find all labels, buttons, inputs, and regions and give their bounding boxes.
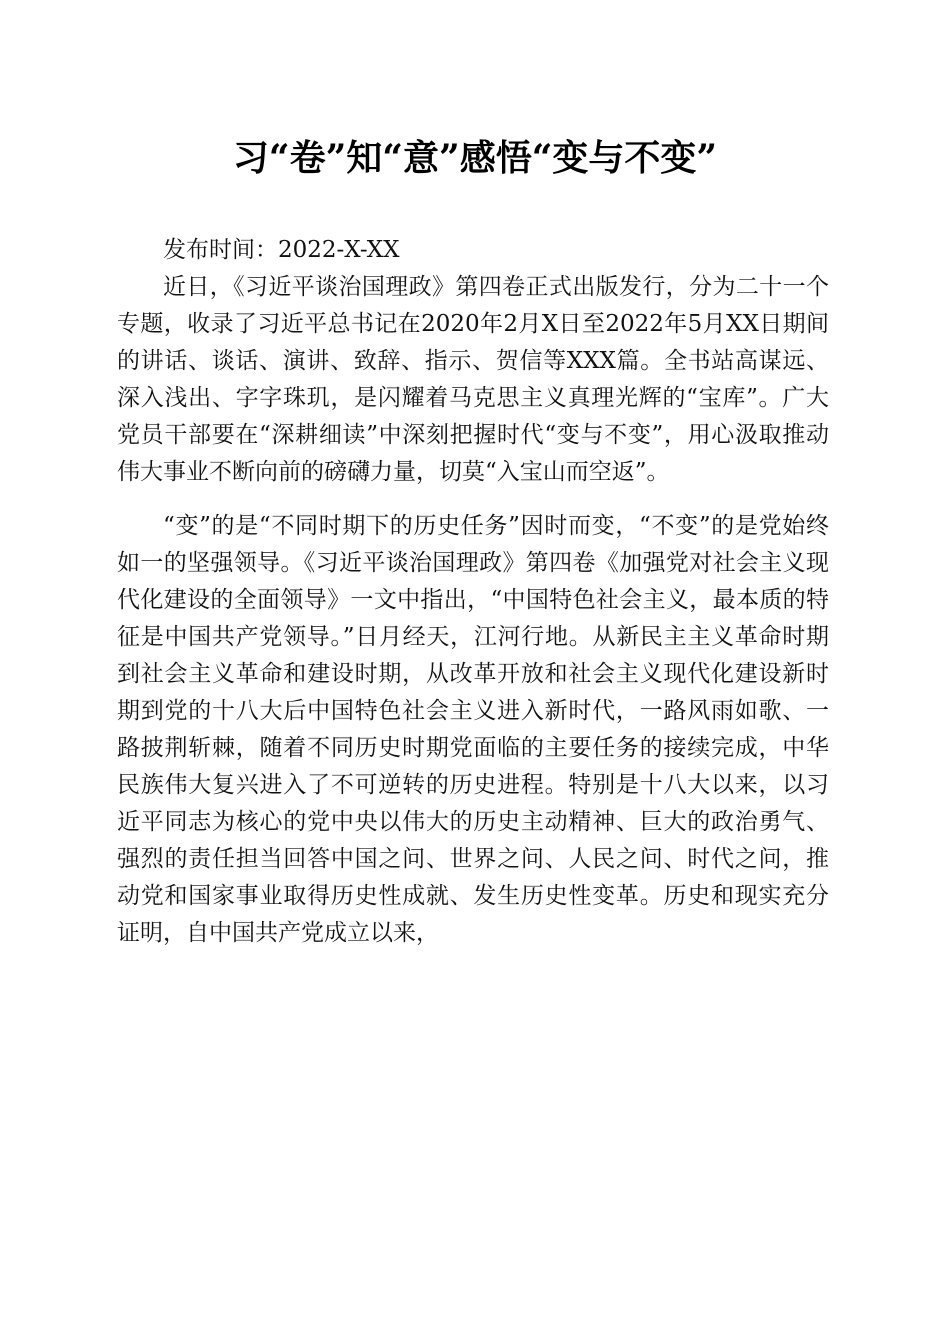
publish-date: 2022-X-XX xyxy=(278,237,400,263)
paragraph-1: 近日，《习近平谈治国理政》第四卷正式出版发行，分为二十一个专题，收录了习近平总书记在2020年2月X日至2022年5月XX日期间的讲话、谈话、演讲、致辞、指示、贺信等XXX篇。全书站高谋远、深入浅出、字字珠玑，是闪耀着马克思主义真理光辉的“宝库”。广大党员干部要在“深耕细读”中深刻把握时代“变与不变”，用心汲取推动伟大事业不断向前的磅礴力量，切莫“入宝山而空返”。 xyxy=(117,274,829,485)
publish-label: 发布时间： xyxy=(163,237,278,263)
document-body xyxy=(117,232,829,952)
paragraph-2: “变”的是“不同时期下的历史任务”因时而变，“不变”的是党始终如一的坚强领导。《习近平谈治国理政》第四卷《加强党对社会主义现代化建设的全面领导》一文中指出，“中国特色社会主义，最本质的特征是中国共产党领导。”日月经天，江河行地。从新民主主义革命时期到社会主义革命和建设时期，从改革开放和社会主义现代化建设新时期到党的十八大后中国特色社会主义进入新时代，一路风雨如歌、一路披荆斩棘，随着不同历史时期党面临的主要任务的接续完成，中华民族伟大复兴进入了不可逆转的历史进程。特别是十八大以来，以习近平同志为核心的党中央以伟大的历史主动精神、巨大的政治勇气、强烈的责任担当回答中国之问、世界之问、人民之问、时代之问，推动党和国家事业取得历史性成就、发生历史性变革。历史和现实充分证明，自中国共产党成立以来， xyxy=(117,513,829,946)
document-title: 习“卷”知“意”感悟“变与不变” xyxy=(232,137,718,179)
publish-time xyxy=(117,232,829,269)
